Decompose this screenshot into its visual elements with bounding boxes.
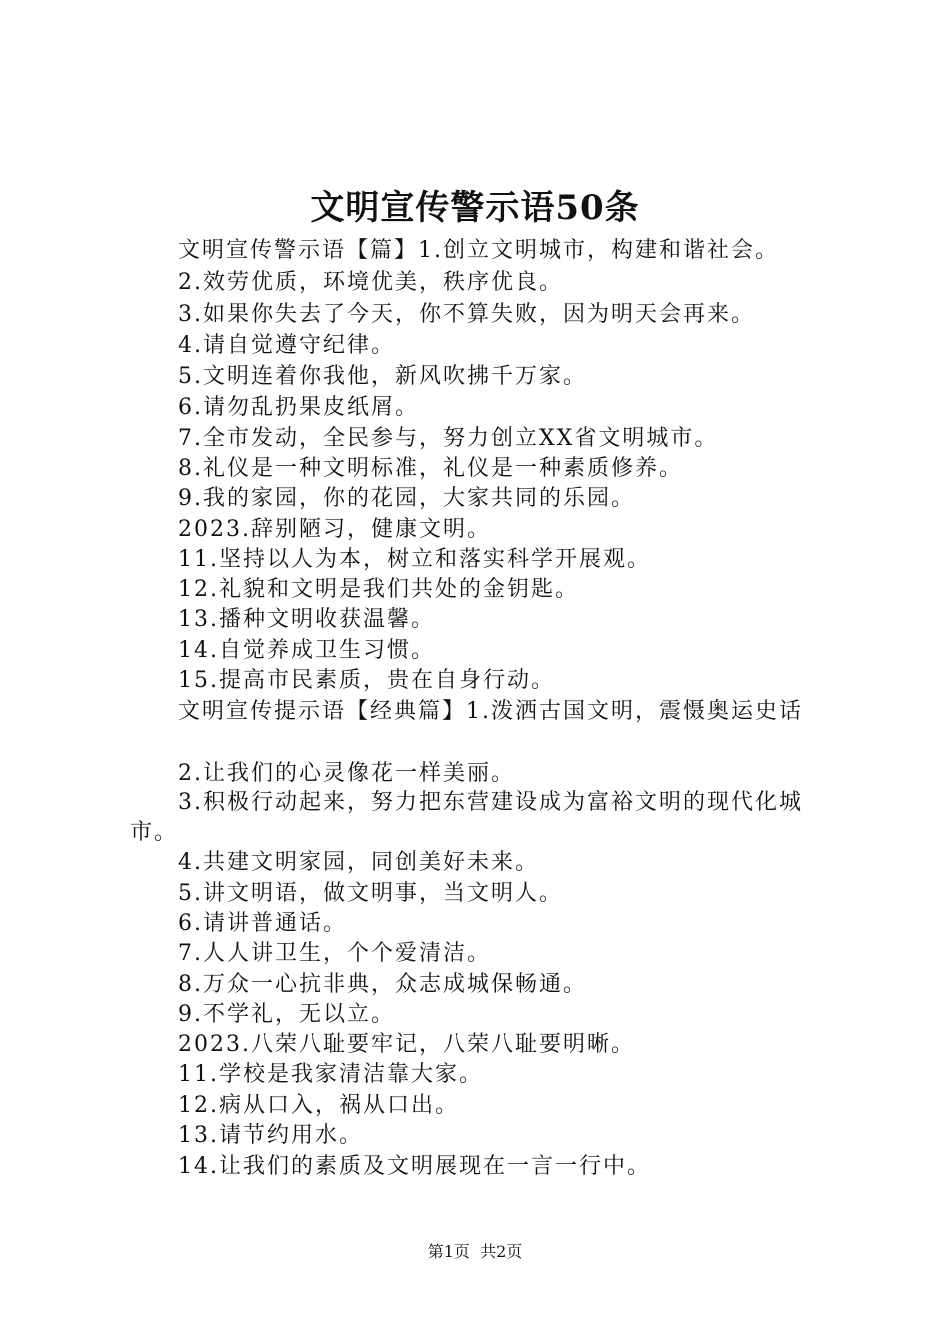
text-line: 5.讲文明语，做文明事，当文明人。 <box>178 881 563 906</box>
text-line: 4.请自觉遵守纪律。 <box>178 333 395 358</box>
text-line: 14.让我们的素质及文明展现在一言一行中。 <box>178 1154 651 1179</box>
text-line: 11.学校是我家清洁靠大家。 <box>178 1062 483 1087</box>
text-line: 12.礼貌和文明是我们共处的金钥匙。 <box>178 577 579 602</box>
text-line: 2023.八荣八耻要牢记，八荣八耻要明晰。 <box>178 1032 635 1057</box>
text-line: 4.共建文明家园，同创美好未来。 <box>178 850 539 875</box>
text-line: 8.礼仪是一种文明标准，礼仪是一种素质修养。 <box>178 456 683 481</box>
text-line: 9.不学礼，无以立。 <box>178 1002 395 1027</box>
text-line: 11.坚持以人为本，树立和落实科学开展观。 <box>178 547 651 572</box>
text-line: 8.万众一心抗非典，众志成城保畅通。 <box>178 972 587 997</box>
text-line: 9.我的家园，你的花园，大家共同的乐园。 <box>178 486 635 511</box>
text-line: 2023.辞别陋习，健康文明。 <box>178 517 491 542</box>
text-line: 6.请勿乱扔果皮纸屑。 <box>178 395 419 420</box>
text-line: 2.让我们的心灵像花一样美丽。 <box>178 761 515 786</box>
text-line: 6.请讲普通话。 <box>178 911 347 936</box>
text-line: 14.自觉养成卫生习惯。 <box>178 638 435 663</box>
text-line: 13.请节约用水。 <box>178 1123 363 1148</box>
text-line: 12.病从口入，祸从口出。 <box>178 1093 459 1118</box>
page-title: 文明宣传警示语50条 <box>310 188 640 228</box>
text-line: 市。 <box>130 820 179 845</box>
text-line: 7.人人讲卫生，个个爱清洁。 <box>178 941 491 966</box>
text-line: 15.提高市民素质，贵在自身行动。 <box>178 668 555 693</box>
text-line: 文明宣传提示语【经典篇】1.泼洒古国文明，震慑奥运史话 <box>178 699 803 724</box>
text-line: 5.文明连着你我他，新风吹拂千万家。 <box>178 364 587 389</box>
text-line: 3.如果你失去了今天，你不算失败，因为明天会再来。 <box>178 302 755 327</box>
text-line: 2.效劳优质，环境优美，秩序优良。 <box>178 270 563 295</box>
page-number-footer: 第1页 共2页 <box>427 1242 523 1261</box>
text-line: 7.全市发动，全民参与，努力创立XX省文明城市。 <box>178 426 719 451</box>
text-line: 3.积极行动起来，努力把东营建设成为富裕文明的现代化城 <box>178 790 803 815</box>
text-line: 文明宣传警示语【篇】1.创立文明城市，构建和谐社会。 <box>178 238 779 263</box>
text-line: 13.播种文明收获温馨。 <box>178 607 435 632</box>
